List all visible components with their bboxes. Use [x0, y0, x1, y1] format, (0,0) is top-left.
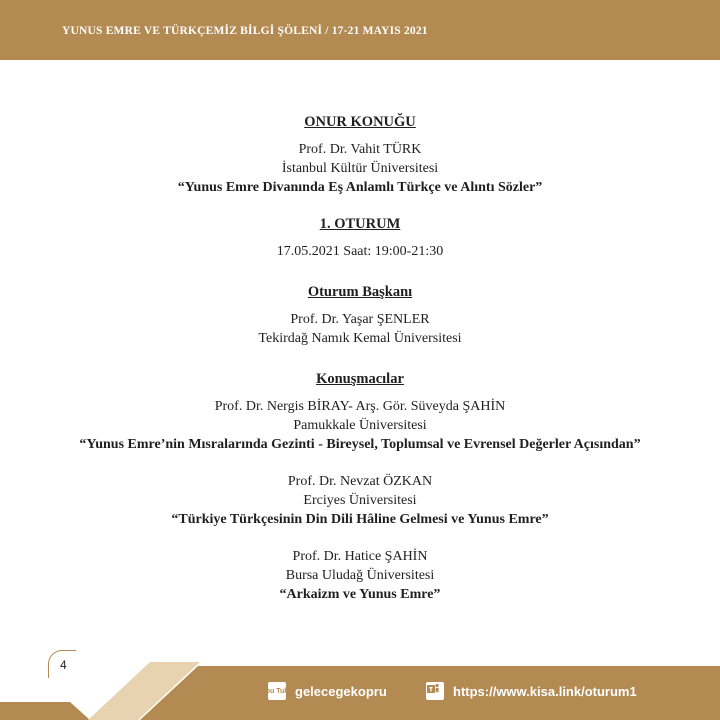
speaker-university: Erciyes Üniversitesi — [303, 493, 417, 508]
speaker-name: Prof. Dr. Hatice ŞAHİN — [292, 549, 428, 564]
speaker-talk: “Arkaizm ve Yunus Emre” — [279, 587, 441, 602]
teams-icon — [426, 682, 444, 700]
honor-guest-name: Prof. Dr. Vahit TÜRK — [298, 142, 422, 157]
session-link[interactable] — [426, 682, 637, 700]
speaker-name: Prof. Dr. Nevzat ÖZKAN — [287, 474, 433, 489]
speakers-heading: Konuşmacılar — [316, 371, 404, 387]
speaker-talk: “Yunus Emre’nin Mısralarında Gezinti - Bireysel, Toplumsal ve Evrensel Değerler Açısından” — [79, 437, 641, 452]
speaker-university: Pamukkale Üniversitesi — [293, 418, 427, 433]
speaker-university: Bursa Uludağ Üniversitesi — [285, 568, 435, 583]
youtube-link[interactable] — [261, 682, 387, 700]
page-number: 4 — [60, 658, 67, 672]
honor-guest-university: İstanbul Kültür Üniversitesi — [281, 161, 439, 176]
footer-bar — [0, 662, 720, 720]
footer-left-stripe — [0, 702, 90, 720]
session-link-url: https://www.kisa.link/oturum1 — [453, 683, 637, 699]
header-title: YUNUS EMRE VE TÜRKÇEMİZ BİLGİ ŞÖLENİ / 17-21 MAYIS 2021 — [62, 25, 428, 37]
speaker-talk: “Türkiye Türkçesinin Din Dili Hâline Gelmesi ve Yunus Emre” — [171, 512, 549, 527]
session-chair-name: Prof. Dr. Yaşar ŞENLER — [290, 312, 430, 327]
youtube-channel: gelecegekopru — [295, 683, 387, 699]
speaker-name: Prof. Dr. Nergis BİRAY- Arş. Gör. Süveyda ŞAHİN — [214, 399, 506, 414]
session-chair-university: Tekirdağ Namık Kemal Üniversitesi — [258, 331, 462, 346]
session-datetime: 17.05.2021 Saat: 19:00-21:30 — [276, 244, 444, 259]
honor-guest-heading: ONUR KONUĞU — [304, 114, 416, 130]
header-bar — [0, 0, 720, 60]
session-chair-heading: Oturum Başkanı — [307, 284, 413, 300]
honor-guest-talk: “Yunus Emre Divanında Eş Anlamlı Türkçe ve Alıntı Sözler” — [177, 180, 543, 195]
program-content — [0, 113, 720, 604]
youtube-icon: You Tube — [268, 682, 286, 700]
session-heading: 1. OTURUM — [319, 216, 401, 232]
